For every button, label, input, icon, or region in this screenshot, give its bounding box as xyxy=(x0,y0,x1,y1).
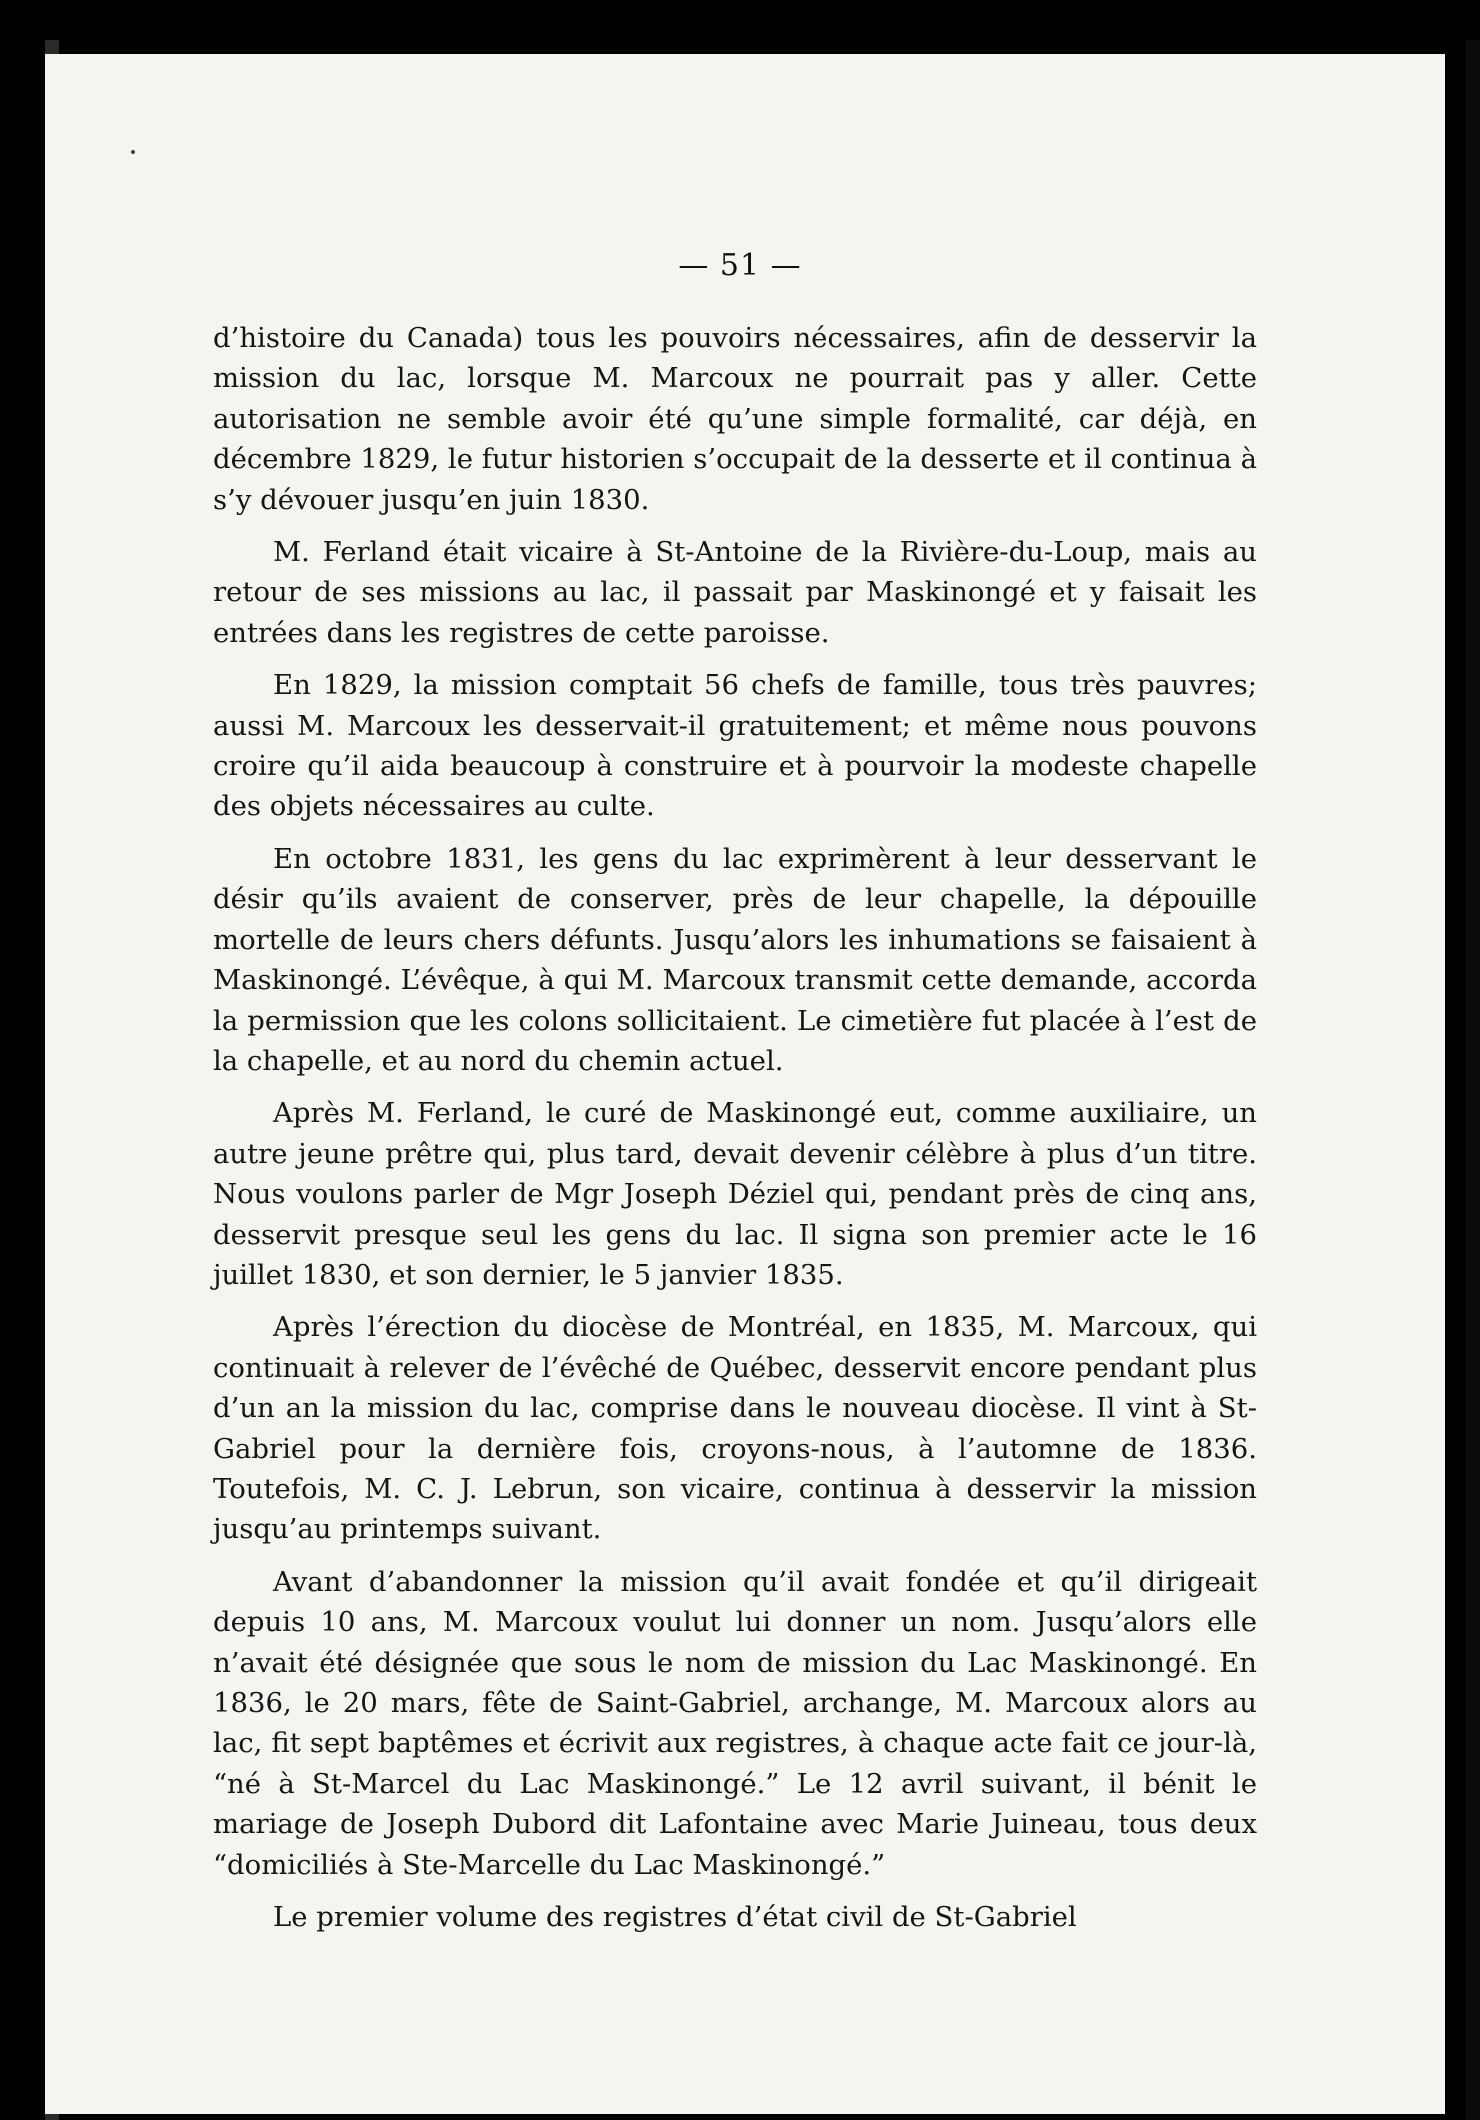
page-right-edge xyxy=(1466,40,1480,2120)
dust-speck xyxy=(131,150,135,154)
paragraph-6: Après l’érection du diocèse de Montréal, en 1835, M. Marcoux, qui continuait à relever de l’évêché de Québec, desservit encore pendant plus d’un an la mission du lac, comprise dans le nouveau diocèse. Il vint à St-Gabriel pour la dernière fois, croyons-nous, à l’automne de 1836. Toutefois, M. C. J. Lebrun, son vicaire, continua à desservir la mission jusqu’au printemps suivant. xyxy=(213,1311,1257,1546)
paragraph-7: Avant d’abandonner la mission qu’il avait fondée et qu’il dirigeait depuis 10 ans, M. Marcoux voulut lui donner un nom. Jusqu’alors elle n’avait été désignée que sous le nom de mission du Lac Maskinongé. En 1836, le 20 mars, fête de Saint-Gabriel, archange, M. Marcoux alors au lac, fit sept baptêmes et écrivit aux registres, à chaque acte fait ce jour-là, “né à St-Marcel du Lac Maskinongé.” Le 12 avril suivant, il bénit le mariage de Joseph Dubord dit Lafontaine avec Marie Juineau, tous deux “domiciliés à Ste-Marcelle du Lac Maskinongé.” xyxy=(213,1565,1257,1881)
page-number: — 51 — xyxy=(678,248,802,283)
paragraph-3: En 1829, la mission comptait 56 chefs de famille, tous très pauvres; aussi M. Marcoux les desservait-il gratuitement; et même nous pouvons croire qu’il aida beaucoup à construire et à pourvoir la modeste chapelle des objets nécessaires au culte. xyxy=(213,669,1257,823)
paragraph-5: Après M. Ferland, le curé de Maskinongé eut, comme auxiliaire, un autre jeune prêtre qui, plus tard, devait devenir célèbre à plus d’un titre. Nous voulons parler de Mgr Joseph Déziel qui, pendant près de cinq ans, desservit presque seul les gens du lac. Il signa son premier acte le 16 juillet 1830, et son dernier, le 5 janvier 1835. xyxy=(213,1097,1257,1291)
paragraph-1: d’histoire du Canada) tous les pouvoirs nécessaires, afin de desservir la mission du lac, lorsque M. Marcoux ne pourrait pas y aller. Cette autorisation ne semble avoir été qu’une simple formalité, car déjà, en décembre 1829, le futur historien s’occupait de la desserte et il continua à s’y dévouer jusqu’en juin 1830. xyxy=(213,322,1257,516)
paragraph-4: En octobre 1831, les gens du lac exprimèrent à leur desservant le désir qu’ils avaient de conserver, près de leur chapelle, la dépouille mortelle de leurs chers défunts. Jusqu’alors les inhumations se faisaient à Maskinongé. L’évêque, à qui M. Marcoux transmit cette demande, accorda la permission que les colons sollicitaient. Le cimetière fut placée à l’est de la chapelle, et au nord du chemin actuel. xyxy=(213,842,1257,1077)
paragraph-2: M. Ferland était vicaire à St-Antoine de la Rivière-du-Loup, mais au retour de ses missions au lac, il passait par Maskinongé et y faisait les entrées dans les registres de cette paroisse. xyxy=(213,536,1257,649)
paragraph-8: Le premier volume des registres d’état civil de St-Gabriel xyxy=(273,1901,1077,1934)
body-text xyxy=(213,318,1257,1949)
